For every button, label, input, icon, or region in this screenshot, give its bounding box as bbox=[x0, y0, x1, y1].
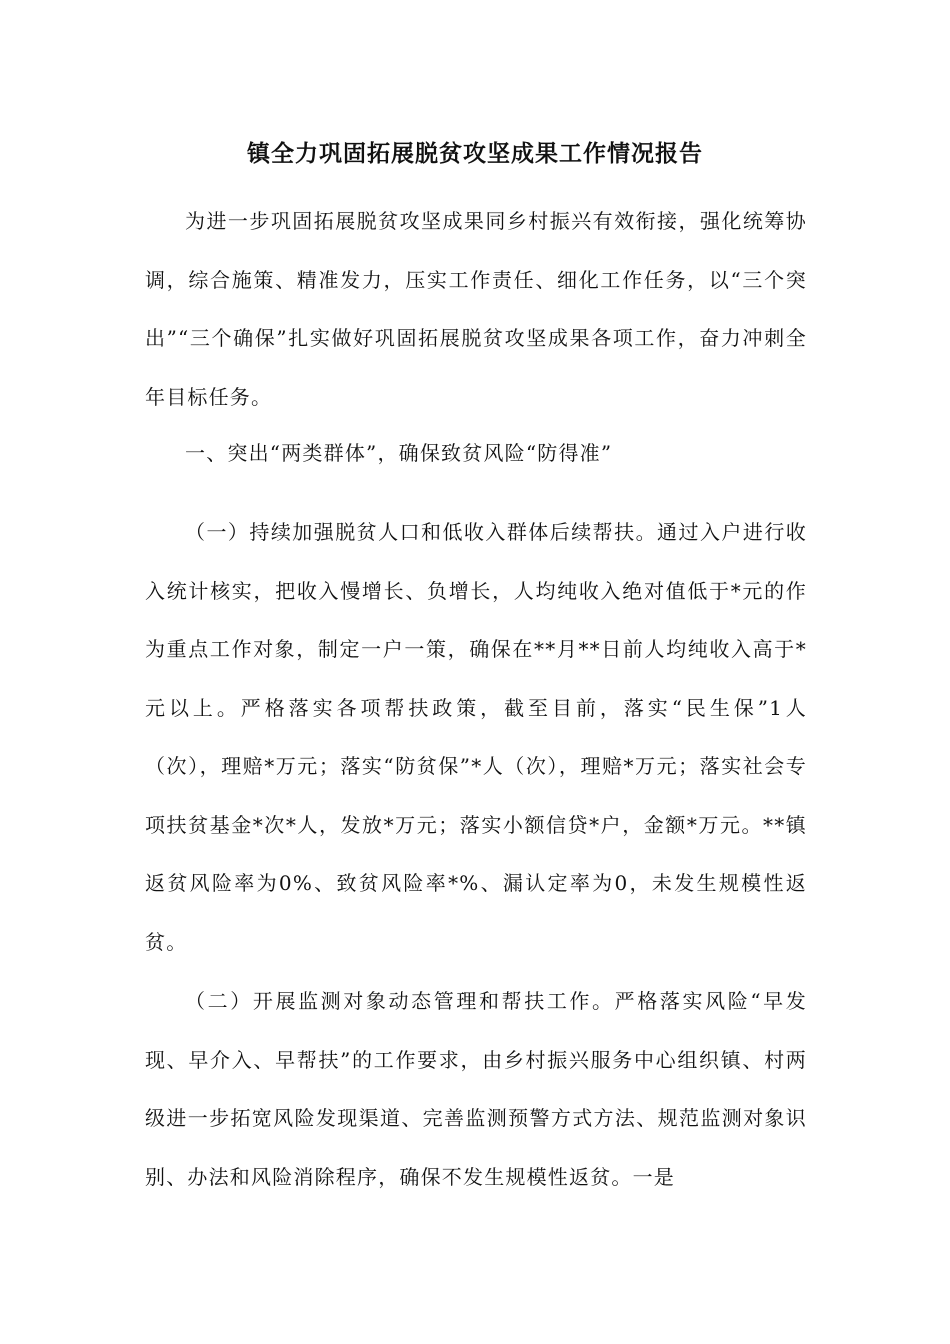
subsection-2-paragraph: （二）开展监测对象动态管理和帮扶工作。严格落实风险“早发现、早介入、早帮扶”的工作要求，由乡村振兴服务中心组织镇、村两级进一步拓宽风险发现渠道、完善监测预警方式方法、规范监测对象识别、办法和风险消除程序，确保不发生规模性返贫。一是 bbox=[145, 989, 807, 1189]
subsection-1-paragraph: （一）持续加强脱贫人口和低收入群体后续帮扶。通过入户进行收入统计核实，把收入慢增长、负增长，人均纯收入绝对值低于*元的作为重点工作对象，制定一户一策，确保在**月**日前人均纯收入高于*元以上。严格落实各项帮扶政策，截至目前，落实“民生保”1人（次），理赔*万元；落实“防贫保”*人（次），理赔*万元；落实社会专项扶贫基金*次*人，发放*万元；落实小额信贷*户，金额*万元。**镇返贫风险率为0%、致贫风险率*%、漏认定率为0，未发生规模性返贫。 bbox=[145, 520, 807, 954]
document-title: 镇全力巩固拓展脱贫攻坚成果工作情况报告 bbox=[247, 140, 703, 167]
intro-paragraph: 为进一步巩固拓展脱贫攻坚成果同乡村振兴有效衔接，强化统筹协调，综合施策、精准发力，压实工作责任、细化工作任务，以“三个突出”“三个确保”扎实做好巩固拓展脱贫攻坚成果各项工作，奋力冲刺全年目标任务。 bbox=[145, 209, 807, 409]
section-heading-1: 一、突出“两类群体”，确保致贫风险“防得准” bbox=[185, 441, 613, 465]
